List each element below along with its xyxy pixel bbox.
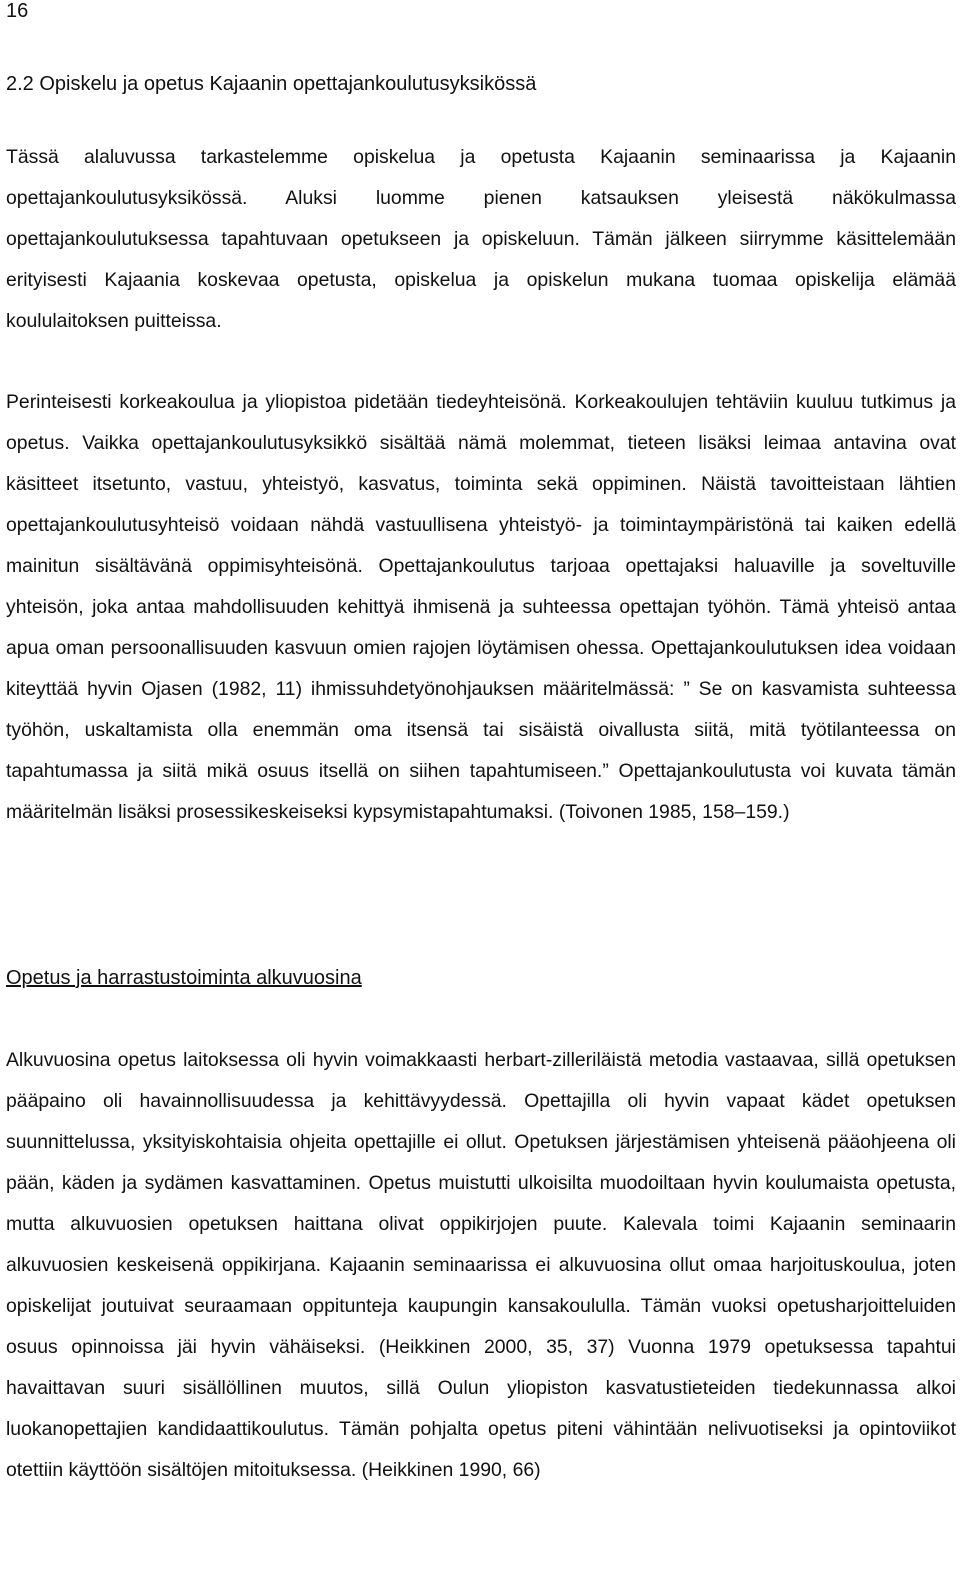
- tradition-paragraph: Perinteisesti korkeakoulua ja yliopistoa pidetään tiedeyhteisönä. Korkeakoulujen tehtäviin kuuluu tutkimus ja opetus. Vaikka opettajankoulutusyksikkö sisältää nämä molemmat, tieteen lisäksi leimaa antavina ovat käsitteet itsetunto, vastuu, yhteistyö, kasvatus, toiminta sekä oppiminen. Näistä tavoitteistaan lähtien opettajankoulutusyhteisö voidaan nähdä vastuullisena yhteistyö- ja toimintaympäristönä tai kaiken edellä mainitun sisältävänä oppimisyhteisönä. Opettajankoulutus tarjoaa opettajaksi haluaville ja soveltuville yhteisön, joka antaa mahdollisuuden kehittyä ihmisenä ja suhteessa opettajan työhön. Tämä yhteisö antaa apua oman persoonallisuuden kasvuun omien rajojen löytämisen ohessa. Opettajankoulutuksen idea voidaan kiteyttää hyvin Ojasen (1982, 11) ihmissuhdetyönohjauksen määritelmässä: ” Se on kasvamista suhteessa työhön, uskaltamista olla enemmän oma itsensä tai sisäistä oivallusta siitä, mitä työtilanteessa on tapahtumassa ja siitä mikä osuus itsellä on siihen tapahtumiseen.” Opettajankoulutusta voi kuvata tämän määritelmän lisäksi prosessikeskeiseksi kypsymistapahtumaksi. (Toivonen 1985, 158–159.): [6, 391, 956, 823]
- section-heading: 2.2 Opiskelu ja opetus Kajaanin opettajankoulutusyksikössä: [6, 73, 537, 95]
- subheading: Opetus ja harrastustoiminta alkuvuosina: [6, 967, 362, 989]
- early-years-paragraph: Alkuvuosina opetus laitoksessa oli hyvin voimakkaasti herbart-zilleriläistä metodia vastaavaa, sillä opetuksen pääpaino oli havainnollisuudessa ja kehittävyydessä. Opettajilla oli hyvin vapaat kädet opetuksen suunnittelussa, yksityiskohtaisia ohjeita opettajille ei ollut. Opetuksen järjestämisen yhteisenä pääohjeena oli pään, käden ja sydämen kasvattaminen. Opetus muistutti ulkoisilta muodoiltaan hyvin koulumaista opetusta, mutta alkuvuosien opetuksen haittana olivat oppikirjojen puute. Kalevala toimi Kajaanin seminaarin alkuvuosien keskeisenä oppikirjana. Kajaanin seminaarissa ei alkuvuosina ollut omaa harjoituskoulua, joten opiskelijat joutuivat seuraamaan oppitunteja kaupungin kansakoululla. Tämän vuoksi opetusharjoitteluiden osuus opinnoissa jäi hyvin vähäiseksi. (Heikkinen 2000, 35, 37) Vuonna 1979 opetuksessa tapahtui havaittavan suuri sisällöllinen muutos, sillä Oulun yliopiston kasvatustieteiden tiedekunnassa alkoi luokanopettajien kandidaattikoulutus. Tämän pohjalta opetus piteni vähintään nelivuotiseksi ja opintoviikot otettiin käyttöön sisältöjen mitoituksessa. (Heikkinen 1990, 66): [6, 1049, 956, 1481]
- intro-paragraph: Tässä alaluvussa tarkastelemme opiskelua ja opetusta Kajaanin seminaarissa ja Kajaanin opettajankoulutusyksikössä. Aluksi luomme pienen katsauksen yleisestä näkökulmassa opettajankoulutuksessa tapahtuvaan opetukseen ja opiskeluun. Tämän jälkeen siirrymme käsittelemään erityisesti Kajaania koskevaa opetusta, opiskelua ja opiskelun mukana tuomaa opiskelija elämää koululaitoksen puitteissa.: [6, 146, 956, 332]
- page-number: 16: [6, 0, 29, 22]
